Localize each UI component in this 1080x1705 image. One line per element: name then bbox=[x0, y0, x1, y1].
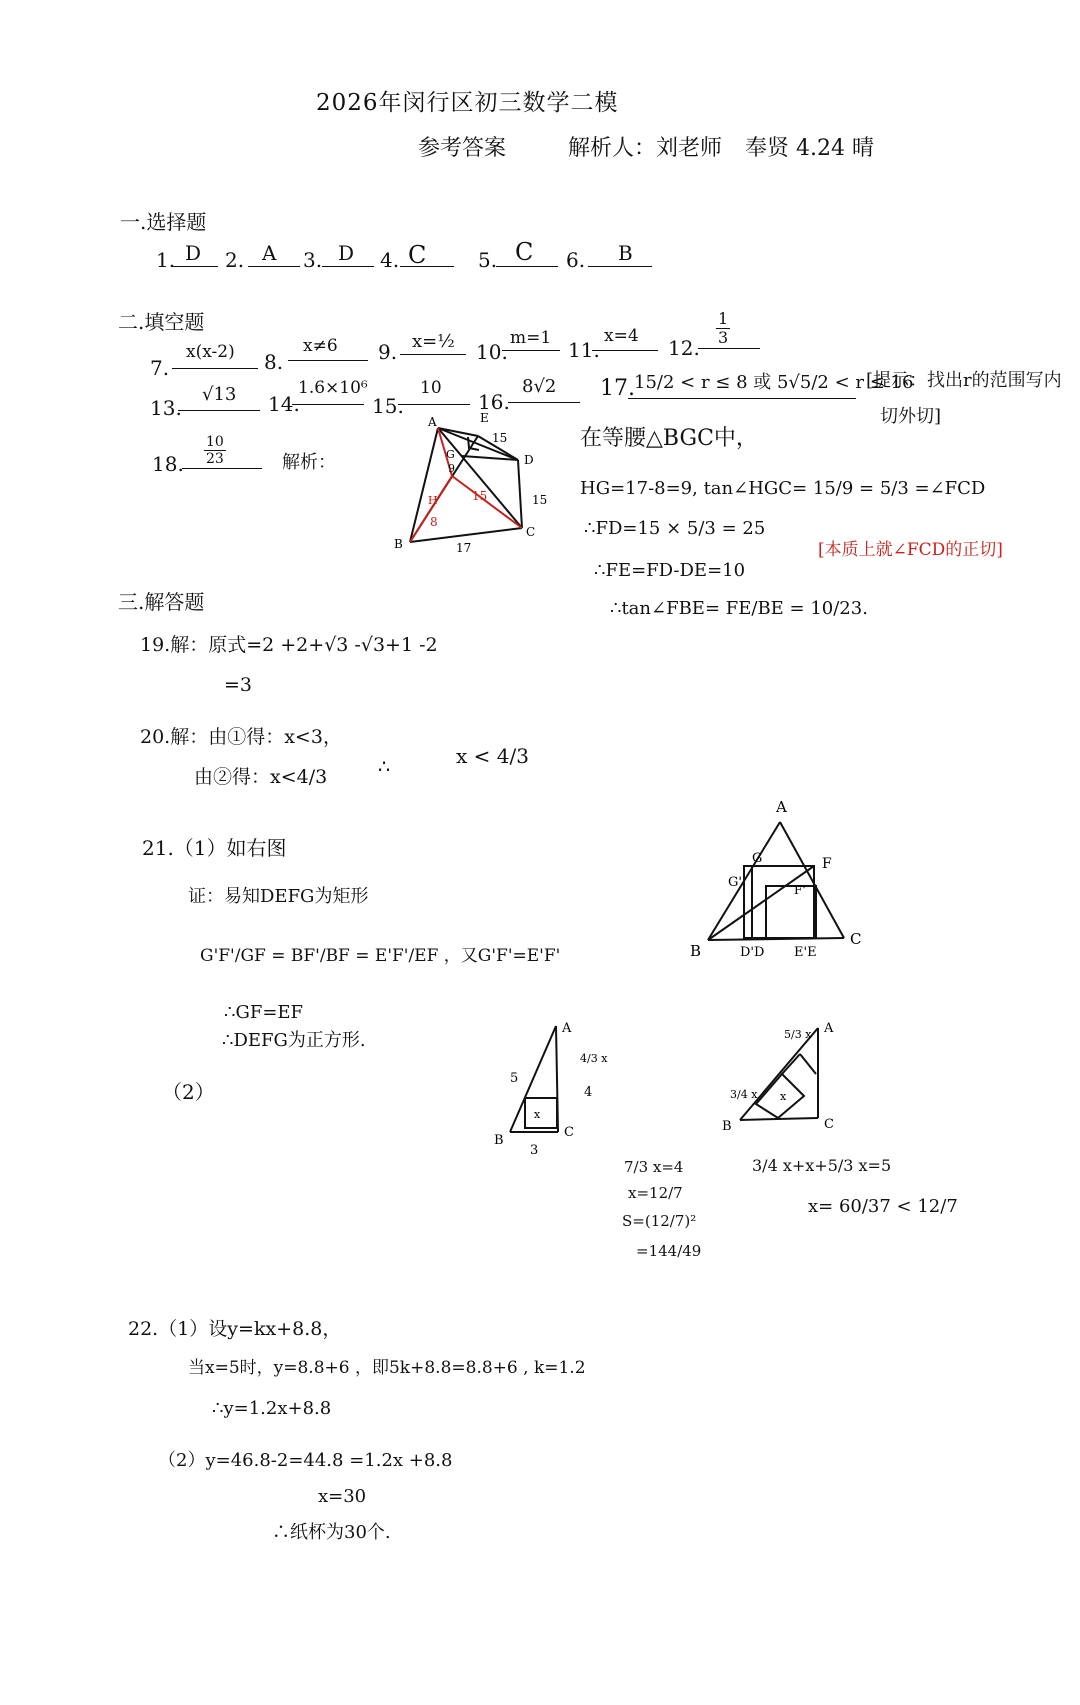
mc-ans-3: D bbox=[338, 241, 355, 265]
q20-therefore: ∴ bbox=[378, 756, 391, 778]
fill-num-14: 14. bbox=[268, 392, 300, 416]
fill-ans-16: 8√2 bbox=[522, 376, 557, 397]
fill-num-17: 17. bbox=[600, 376, 635, 401]
fill-ans-12-denominator: 3 bbox=[718, 328, 729, 348]
hint-17-line2: 切外切] bbox=[880, 406, 942, 427]
calc2a-2: x=12/7 bbox=[628, 1184, 683, 1202]
q18-sol-line4: ∴FE=FD-DE=10 bbox=[594, 560, 746, 581]
calc2b-2: x= 60/37 < 12/7 bbox=[808, 1196, 958, 1217]
fill-num-13: 13. bbox=[150, 396, 182, 420]
mc-num-1: 1. bbox=[156, 248, 176, 272]
q18-label-B: B bbox=[394, 537, 403, 551]
mc-ans-1: D bbox=[185, 241, 202, 265]
fig2a-5: 5 bbox=[510, 1071, 519, 1086]
section-heading-3: 三.解答题 bbox=[118, 590, 205, 614]
fill-num-8: 8. bbox=[264, 350, 284, 374]
q18-label-15a: 15 bbox=[492, 431, 508, 445]
section-heading-1: 一.选择题 bbox=[120, 210, 207, 234]
q21-head: 21.（1）如右图 bbox=[142, 836, 287, 860]
fill-ans-14: 1.6×10⁶ bbox=[298, 378, 368, 398]
q18-label-n9: 9 bbox=[448, 462, 455, 475]
fig2a-3: 3 bbox=[530, 1143, 539, 1158]
q18-sol-line3: ∴FD=15 × 5/3 = 25 bbox=[584, 518, 766, 539]
fill-num-11: 11. bbox=[568, 338, 600, 362]
fig21-B: B bbox=[690, 942, 702, 960]
fill-num-16: 16. bbox=[478, 390, 510, 414]
q22-1b: 当x=5时，y=8.8+6 ，即5k+8.8=8.8+6 , k=1.2 bbox=[188, 1358, 586, 1378]
q18-figure bbox=[394, 411, 580, 570]
fig21-A: A bbox=[776, 798, 787, 816]
q21-proof: 证：易知DEFG为矩形 bbox=[188, 886, 369, 907]
fill-num-9: 9. bbox=[378, 340, 398, 364]
calc2a-1: 7/3 x=4 bbox=[624, 1158, 684, 1176]
q21-figure-2a bbox=[480, 1020, 630, 1170]
fig21-G2: G' bbox=[728, 875, 742, 890]
q22-2a: （2）y=46.8-2=44.8 =1.2x +8.8 bbox=[158, 1450, 453, 1471]
q18-label-15c: 15 bbox=[472, 489, 488, 503]
mc-num-6: 6. bbox=[566, 248, 586, 272]
fill-ans-18 bbox=[204, 434, 226, 467]
q18-label-D: D bbox=[524, 453, 534, 467]
q22-1c: ∴y=1.2x+8.8 bbox=[212, 1398, 332, 1419]
section-heading-2: 二.填空题 bbox=[118, 310, 205, 334]
subtitle-answer: 参考答案 bbox=[418, 136, 507, 161]
fill-num-15: 15. bbox=[372, 394, 404, 418]
q18-label-15b: 15 bbox=[532, 493, 548, 507]
q22-2c: ∴纸杯为30个. bbox=[272, 1522, 391, 1543]
fig2a-x: x bbox=[534, 1108, 541, 1121]
date-weather: 奉贤 4.24 晴 bbox=[745, 136, 874, 161]
mc-num-4: 4. bbox=[380, 248, 400, 272]
mc-num-2: 2. bbox=[225, 248, 245, 272]
mc-ans-2: A bbox=[262, 241, 277, 265]
fill-num-7: 7. bbox=[150, 356, 170, 380]
fill-ans-11: x=4 bbox=[604, 326, 639, 346]
fill-num-18: 18. bbox=[152, 452, 184, 476]
mc-ans-4: C bbox=[408, 241, 427, 269]
fig21-F2: F' bbox=[794, 883, 806, 897]
q18-label-C: C bbox=[526, 525, 536, 539]
q18-label-E: E bbox=[480, 411, 489, 425]
hint-17-line1: [提示：找出r的范围写内 bbox=[866, 370, 1062, 391]
fill-ans-7: x(x-2) bbox=[186, 342, 235, 362]
fill-ans-8: x≠6 bbox=[303, 336, 338, 356]
calc2a-4: =144/49 bbox=[636, 1242, 702, 1260]
q20-result: x < 4/3 bbox=[456, 744, 529, 768]
q21-figure-2b bbox=[720, 1018, 870, 1148]
fill-ans-9: x=½ bbox=[412, 331, 455, 352]
q20-line2: 由②得：x<4/3 bbox=[194, 766, 328, 788]
fill-ans-15: 10 bbox=[420, 378, 442, 398]
fill-ans-13: √13 bbox=[202, 384, 237, 405]
mc-ans-6: B bbox=[618, 241, 633, 265]
q18-analysis-label: 解析： bbox=[282, 452, 336, 473]
q22-2b: x=30 bbox=[318, 1486, 367, 1507]
q18-label-17: 17 bbox=[456, 541, 472, 555]
fig2a-A: A bbox=[562, 1021, 572, 1036]
fig21-G: G bbox=[752, 851, 763, 866]
mc-num-3: 3. bbox=[303, 248, 323, 272]
fill-num-10: 10. bbox=[476, 340, 508, 364]
fig2b-t2: 3/4 x bbox=[730, 1088, 758, 1101]
fig2b-t1: 5/3 x bbox=[784, 1028, 812, 1041]
fill-ans-10: m=1 bbox=[510, 328, 552, 348]
q19-line1: 19.解：原式=2 +2+√3 -√3+1 -2 bbox=[140, 634, 438, 656]
fig2a-C: C bbox=[564, 1125, 574, 1140]
fig2b-x: x bbox=[780, 1090, 787, 1103]
page-title: 2026年闵行区初三数学二模 bbox=[316, 90, 619, 116]
q18-label-8: 8 bbox=[430, 515, 438, 529]
fig21-DD: D'D bbox=[740, 945, 765, 960]
fill-ans-17: 15/2 < r ≤ 8 或 5√5/2 < r ≤ 16 bbox=[634, 372, 914, 393]
q22-1a: 22.（1）设y=kx+8.8， bbox=[128, 1318, 342, 1340]
fill-num-12: 12. bbox=[668, 336, 700, 360]
fig2a-4: 4 bbox=[584, 1085, 593, 1100]
q20-line1: 20.解：由①得：x<3， bbox=[140, 726, 342, 748]
q18-label-G: G bbox=[446, 448, 455, 461]
fig2a-frac: 4/3 x bbox=[580, 1052, 608, 1065]
q18-red-note: [本质上就∠FCD的正切] bbox=[818, 540, 1003, 560]
q21-part2: （2） bbox=[162, 1080, 215, 1104]
fig21-EE: E'E bbox=[794, 945, 817, 960]
q18-sol-line2: HG=17-8=9, tan∠HGC= 15/9 = 5/3 =∠FCD bbox=[580, 478, 986, 499]
fig2b-B: B bbox=[722, 1119, 732, 1134]
fill-ans-18-numerator: 10 bbox=[206, 434, 224, 450]
q18-sol-line1: 在等腰△BGC中， bbox=[580, 426, 758, 451]
mc-ans-5: C bbox=[515, 238, 534, 266]
q21-figure bbox=[690, 800, 860, 960]
calc2b-1: 3/4 x+x+5/3 x=5 bbox=[752, 1156, 892, 1175]
q21-c1: ∴GF=EF bbox=[224, 1002, 304, 1023]
fig2a-B: B bbox=[494, 1133, 504, 1148]
calc2a-3: S=(12/7)² bbox=[622, 1212, 697, 1230]
fill-ans-12-numerator: 1 bbox=[718, 309, 729, 328]
fig21-C: C bbox=[850, 930, 862, 948]
q21-c2: ∴DEFG为正方形. bbox=[222, 1030, 366, 1051]
fill-ans-18-denominator: 23 bbox=[206, 451, 224, 468]
q21-ratio: G'F'/GF = BF'/BF = E'F'/EF ，又G'F'=E'F' bbox=[200, 946, 561, 966]
author: 解析人：刘老师 bbox=[568, 136, 723, 161]
q18-label-H: H bbox=[428, 494, 438, 507]
fig21-F: F bbox=[822, 856, 832, 872]
mc-num-5: 5. bbox=[478, 248, 498, 272]
fig2b-A: A bbox=[824, 1021, 834, 1036]
fill-ans-12 bbox=[716, 310, 730, 348]
q18-sol-line5: ∴tan∠FBE= FE/BE = 10/23. bbox=[610, 598, 868, 619]
q18-label-A: A bbox=[428, 415, 437, 429]
fig2b-C: C bbox=[824, 1117, 834, 1132]
q19-line2: =3 bbox=[224, 674, 253, 696]
